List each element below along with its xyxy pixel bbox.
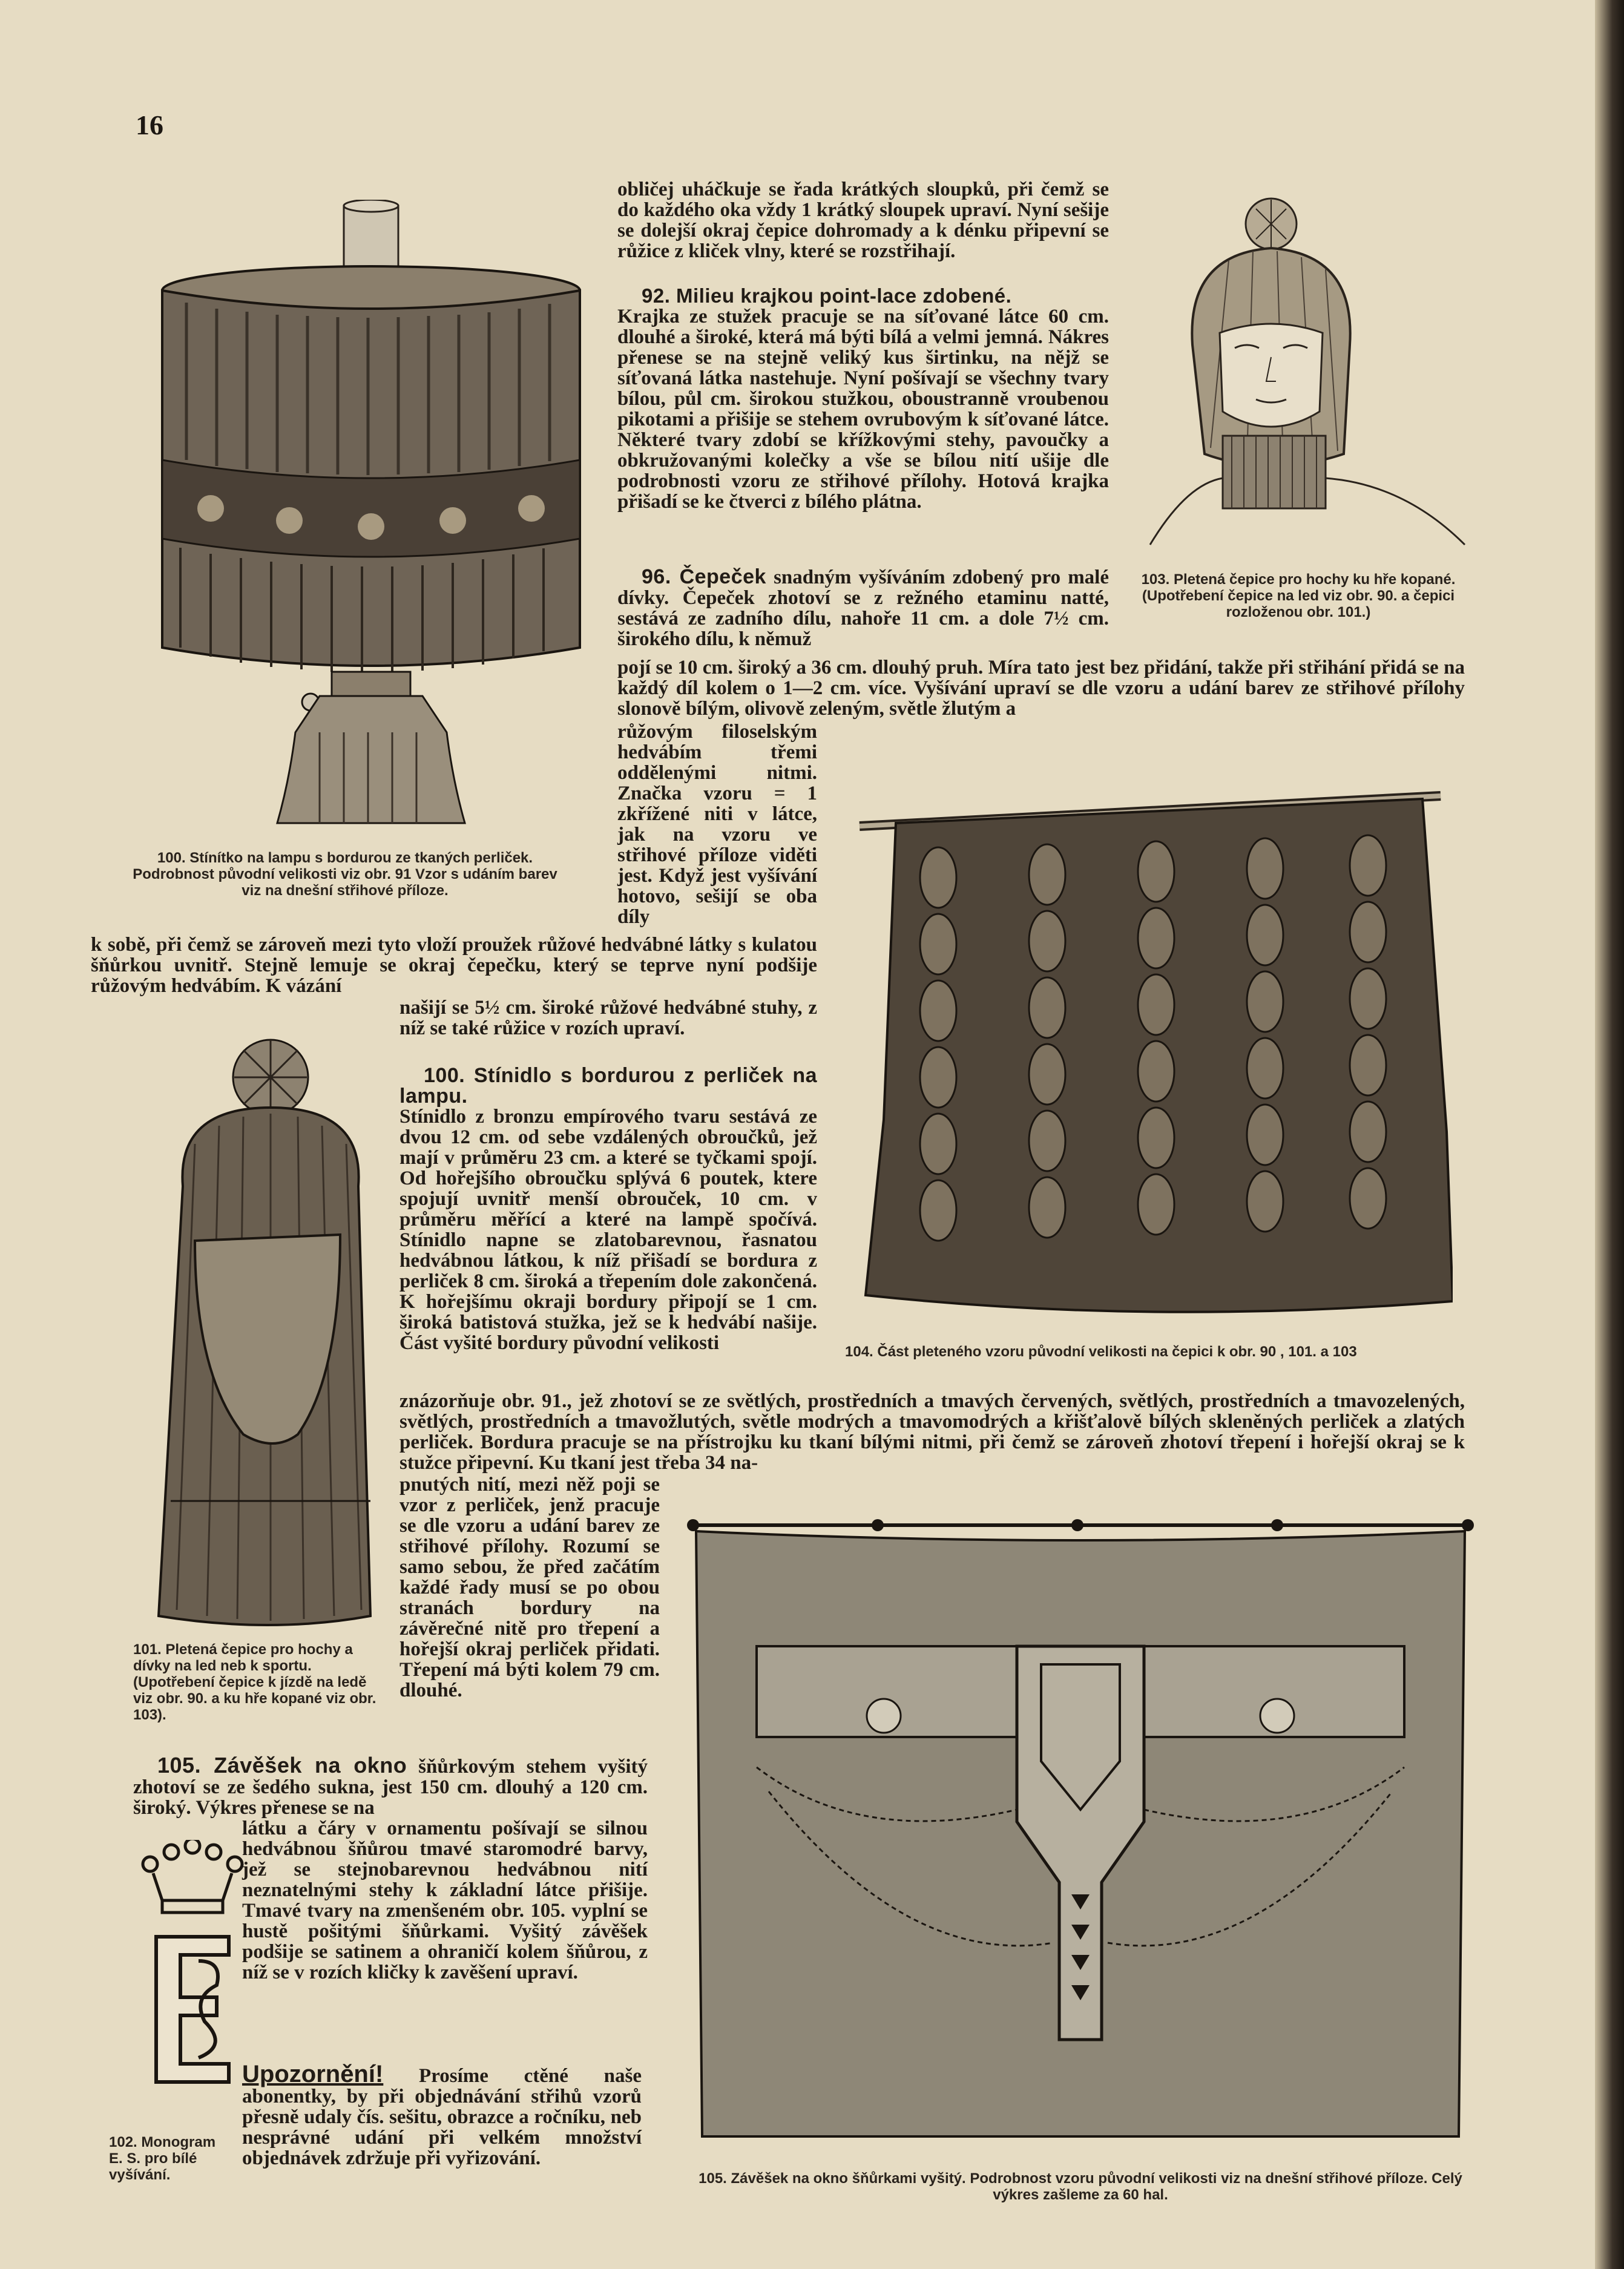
- notice-title: Upozornění!: [242, 2061, 384, 2087]
- caption-fig101: 101. Pletená čepice pro hochy a dívky na led neb k sportu. (Upotřebení čepice k jízdě na ledě viz obr. 90. a ku hře kopané viz obr. 103).: [133, 1641, 376, 1723]
- sec96-heading: 96. Čepeček: [642, 565, 766, 588]
- window-curtain-illustration: [678, 1507, 1483, 2149]
- sec96-text-d: k sobě, při čemž se zároveň mezi tyto vloží proužek růžové hedvábné látky s kulatou šňůrkou uvnitř. Stejně lemuje se okraj čepečku, který se teprve nyní podšije růžovým hedvábím. K vázání: [91, 934, 817, 997]
- sec96-opening: [617, 566, 1109, 649]
- sec100-text-c: pnutých nití, mezi něž poji se vzor z perliček, jenž pracuje se dle vzoru a udání barev ze střihové přílohy. Rozumí se samo sebou, že před začátím každé řady musí se po obou stranách bordury na závěrečné nitě pro třepení a hořejší okraj perliček přidati. Třepení má býti kolem 79 cm. dlouhé.: [399, 1474, 660, 1701]
- sec100-text-a: Stínidlo z bronzu empírového tvaru sestává ze dvou 12 cm. od sebe vzdálených obroučků, jež mají v průměru 23 cm. a které se tyčkami spojí. Od hořejšího obroučku splývá 6 poutek, ktere spojují uvnitř menší obrouček, 10 cm. v průměru měřící a které na lampě spočívá. Stínidlo napne se zlatobarevnou, řasnatou hedvábnou látkou, k níž přišadí se bordura z perliček 8 cm. široká a třepením dole zakončená. K hořejšímu okraji bordury připojí se 1 cm. široká batistová stužka, jež se k hedvábí našije. Část vyšité bordury původní velikosti: [399, 1106, 817, 1354]
- boy-cap-illustration: [1138, 194, 1477, 557]
- page-number: 16: [136, 110, 163, 140]
- caption-fig100: 100. Stínítko na lampu s bordurou ze tkaných perliček. Podrobnost původní velikosti viz obr. 91 Vzor s udáním barev viz na dnešní střihové příloze.: [133, 850, 557, 899]
- sec100-text-b: znázorňuje obr. 91., jež zhotoví se ze světlých, prostředních a tmavých červených, světlých, prostředních a tmavozelených, světlých, prostředních a tmavožlutých, světle modrých a tmavomodrých a křišťalově bílých skleněných perliček a zlatých perliček. Bordura pracuje se na přístrojku ku tkaní bílými nitmi, při čemž se zároveň zhotoví třepení i hořejší okraj se k stužce připevní. Ku tkaní jest třeba 34 na-: [399, 1390, 1465, 1474]
- paragraph-cap-ending: obličej uháčkuje se řada krátkých sloupků, při čemž se do každého oka vždy 1 krátký sloupek upraví. Nyní sešije se dolejší okraj čepice dohromady a k dénku připevní se růžice z kliček vlny, které se rozstřihají.: [617, 179, 1109, 262]
- caption-fig103: 103. Pletená čepice pro hochy ku hře kopané. (Upotřebení čepice na led viz obr. 90. a čepici rozloženou obr. 101.): [1141, 571, 1456, 620]
- text-block-sec96b: [617, 657, 1465, 719]
- sec92-heading: 92. Milieu krajkou point-lace zdobené.: [642, 284, 1012, 307]
- text-block-sec92: [617, 286, 1109, 512]
- text-block-sec105a: [133, 1755, 648, 1818]
- sec96-text-b: pojí se 10 cm. široký a 36 cm. dlouhý pruh. Míra tato jest bez přidání, takže při střihání přidá se na každý díl kolem o 1—2 cm. více. Vyšívání upraví se dle vzoru a udání barev ze střihové přílohy slonově bílým, olivově zeleným, světle žlutým a: [617, 657, 1465, 720]
- text-block-col-top: [617, 179, 1109, 261]
- sec105-heading: 105. Závěšek na okno: [157, 1753, 407, 1778]
- caption-fig104: 104. Část pleteného vzoru původní velikosti na čepici k obr. 90 , 101. a 103: [845, 1344, 1357, 1360]
- page-edge: [1595, 0, 1624, 2269]
- text-block-sec105b: [242, 1818, 648, 1983]
- balaclava-illustration: [140, 1035, 401, 1640]
- caption-fig102: 102. Monogram E. S. pro bílé vyšívání.: [109, 2134, 216, 2183]
- sec105-opening: [133, 1755, 648, 1818]
- text-block-sec100b: [399, 1391, 1465, 1473]
- knitted-pattern-swatch: [847, 757, 1453, 1319]
- notice-block: [242, 2061, 642, 2169]
- sec105-text-a: šňůrkovým stehem vyšitý zhotoví se ze šedého sukna, jest 150 cm. dlouhý a 120 cm. široký. Výkres přenese se na: [133, 1756, 648, 1819]
- text-block-sec100a: [399, 1065, 817, 1353]
- lamp-shade-illustration: [150, 200, 598, 829]
- sec105-text-b: látku a čáry v ornamentu pošívají se silnou hedvábnou šňůrou tmavé staromodré barvy, jež se stejnobarevnou hedvábnou nití neznatelnými stehy k základní látce přišije. Tmavé tvary na zmenšeném obr. 105. vyplní se hustě pošitými šňůrkami. Vyšitý závěšek podšije se satinem a ohraničí kolem šňůrou, z níž se v rozích kličky k zavěšení upraví.: [242, 1817, 648, 1983]
- text-block-sec96a: [617, 566, 1109, 649]
- sec100-heading: 100. Stínidlo s bordurou z perliček na lampu.: [399, 1064, 817, 1108]
- sec96-text-e: našijí se 5½ cm. široké růžové hedvábné stuhy, z níž se také růžice v rozích upraví.: [399, 997, 817, 1039]
- text-block-sec100c: [399, 1474, 660, 1701]
- sec96-text-c: růžovým filoselským hedvábím třemi oddělenými nitmi. Značka vzoru = 1 zkřížené niti v látce, jak na vzoru ve střihové příloze viděti jest. Když jest vyšívání hotovo, sešijí se oba díly: [617, 721, 817, 928]
- caption-fig105: 105. Závěšek na okno šňůrkami vyšitý. Podrobnost vzoru původní velikosti viz na dnešní střihové příloze. Celý výkres zašleme za 60 hal.: [699, 2170, 1462, 2203]
- sec96-text-a: snadným vyšíváním zdobený pro malé dívky. Čepeček zhotoví se z režného etaminu natté, sestává ze zadního dílu, nahoře 11 cm. a dole 7½ cm. širokého dílu, k němuž: [617, 566, 1109, 650]
- notice-body: Prosíme ctěné naše abonentky, by při objednávání střihů vzorů přesně udaly čís. sešitu, obrazce a ročníku, neb nesprávné udání při velkém množství objednávek zdržuje při vyřizování.: [242, 2065, 642, 2169]
- sec92-body: Krajka ze stužek pracuje se na síťované látce 60 cm. dlouhé a široké, která má býti bílá a velmi jemná. Nákres přenese se na stejně veliký kus širtinku, na nějž se síťovaná látka nastehuje. Nyní pošívají se všechny tvary bílou, půl cm. širokou stužkou, oboustranně vroubenou pikotami a přišije se stehem ovrubovým k síťované látce. Některé tvary zdobí se křížkovými stehy, pavoučky a obkružovanými kolečky a vše se bílou nití ušije dle podrobnosti vzoru ze střihové přílohy. Hotová krajka přišadí se ke čtverci z bílého plátna.: [617, 306, 1109, 513]
- monogram-crown-illustration: [138, 1840, 247, 2100]
- text-block-sec96c: [617, 721, 817, 927]
- text-block-sec96e: [399, 997, 817, 1039]
- notice-paragraph: [242, 2061, 642, 2169]
- text-block-sec96d: [91, 934, 817, 996]
